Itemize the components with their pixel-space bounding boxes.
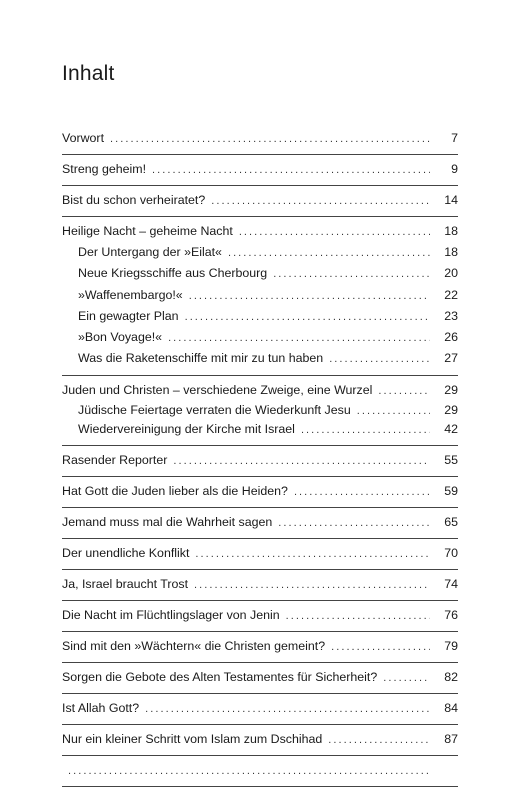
toc-entry-label: Nur ein kleiner Schritt vom Islam zum Dschihad	[62, 732, 323, 747]
toc-entry-page: 29	[444, 402, 458, 417]
leader-dots	[168, 327, 430, 349]
toc-entry-page: 84	[444, 701, 458, 716]
toc-subentry	[62, 242, 458, 263]
toc-group	[62, 694, 458, 725]
toc-entry	[62, 728, 458, 750]
toc-entry-label: Vorwort	[62, 131, 105, 145]
toc-entry-page: 9	[451, 162, 458, 176]
toc-entry-label: Bist du schon verheiratet?	[62, 193, 206, 207]
table-of-contents	[62, 124, 458, 787]
toc-group	[62, 632, 458, 663]
toc-subentry	[62, 348, 458, 369]
leader-dots	[329, 348, 430, 370]
toc-group	[62, 124, 458, 155]
toc-entry	[62, 759, 458, 781]
toc-entry-page: 59	[444, 484, 458, 499]
toc-entry-page: 18	[444, 224, 458, 238]
toc-group	[62, 217, 458, 376]
toc-entry-page: 42	[444, 421, 458, 436]
toc-entry-page: 82	[444, 670, 458, 685]
toc-entry-label: »Waffenembargo!«	[78, 287, 183, 302]
toc-entry	[62, 604, 458, 626]
toc-subentry	[62, 419, 458, 440]
toc-group	[62, 186, 458, 217]
toc-entry-page: 27	[444, 351, 458, 366]
toc-group	[62, 155, 458, 186]
toc-entry	[62, 666, 458, 688]
toc-entry-label: Wiedervereinigung der Kirche mit Israel	[78, 421, 295, 436]
leader-dots	[286, 604, 430, 627]
leader-dots	[357, 401, 430, 420]
toc-entry-page: 79	[444, 639, 458, 654]
toc-entry-label: Streng geheim!	[62, 162, 147, 176]
toc-entry-label: Heilige Nacht – geheime Nacht	[62, 224, 233, 238]
leader-dots	[145, 697, 430, 720]
leader-dots	[278, 511, 430, 534]
toc-entry	[62, 573, 458, 595]
toc-subentry	[62, 285, 458, 306]
leader-dots	[328, 728, 430, 751]
toc-entry	[62, 158, 458, 180]
toc-entry-page: 55	[444, 453, 458, 468]
toc-entry-page: 65	[444, 515, 458, 530]
toc-group	[62, 477, 458, 508]
toc-entry-page: 14	[444, 193, 458, 207]
toc-entry-page: 76	[444, 608, 458, 623]
toc-entry-label: Ja, Israel braucht Trost	[62, 577, 189, 592]
toc-group	[62, 725, 458, 756]
toc-entry-page: 18	[444, 245, 458, 259]
toc-entry	[62, 480, 458, 502]
toc-entry-label: Neue Kriegsschiffe aus Cherbourg	[78, 266, 268, 281]
leader-dots	[378, 379, 430, 402]
toc-subentry	[62, 401, 458, 419]
toc-entry	[62, 127, 458, 149]
toc-entry-label: Der Untergang der »Eilat«	[78, 245, 222, 259]
toc-group	[62, 756, 458, 787]
toc-entry	[62, 511, 458, 533]
leader-dots	[195, 542, 430, 565]
leader-dots	[301, 419, 430, 441]
toc-entry-page: 22	[444, 287, 458, 302]
leader-dots	[211, 189, 430, 212]
toc-entry-page: 23	[444, 308, 458, 323]
toc-entry-page: 87	[444, 732, 458, 747]
toc-entry	[62, 542, 458, 564]
toc-group	[62, 446, 458, 477]
toc-entry-label: Juden und Christen – verschiedene Zweige, eine Wurzel	[62, 382, 373, 397]
toc-entry-label: Die Nacht im Flüchtlingslager von Jenin	[62, 608, 280, 623]
toc-entry-label: Ist Allah Gott?	[62, 701, 140, 716]
toc-entry-label: Hat Gott die Juden lieber als die Heiden?	[62, 484, 288, 499]
toc-entry-label: Ein gewagter Plan	[78, 308, 179, 323]
leader-dots	[110, 127, 430, 150]
leader-dots	[173, 449, 430, 472]
toc-entry-label: Jüdische Feiertage verraten die Wiederkunft Jesu	[78, 402, 351, 417]
leader-dots	[152, 158, 430, 181]
leader-dots	[185, 306, 430, 328]
toc-group	[62, 508, 458, 539]
toc-entry-page: 26	[444, 330, 458, 345]
toc-group	[62, 539, 458, 570]
toc-entry	[62, 379, 458, 401]
toc-subentry	[62, 327, 458, 348]
leader-dots	[189, 285, 430, 307]
toc-entry-label: Jemand muss mal die Wahrheit sagen	[62, 515, 273, 530]
toc-entry	[62, 449, 458, 471]
toc-entry	[62, 697, 458, 719]
leader-dots	[331, 635, 430, 658]
toc-entry-label: Sorgen die Gebote des Alten Testamentes für Sicherheit?	[62, 670, 378, 685]
toc-entry-label: Was die Raketenschiffe mit mir zu tun haben	[78, 351, 324, 366]
leader-dots	[68, 759, 430, 782]
leader-dots	[294, 480, 430, 503]
page-title: Inhalt	[62, 62, 115, 85]
toc-group	[62, 601, 458, 632]
toc-entry-page: 74	[444, 577, 458, 592]
toc-group	[62, 663, 458, 694]
toc-subentry	[62, 306, 458, 327]
toc-entry-label: Sind mit den »Wächtern« die Christen gemeint?	[62, 639, 326, 654]
leader-dots	[383, 666, 430, 689]
toc-entry	[62, 635, 458, 657]
toc-group	[62, 570, 458, 601]
toc-entry-label: Rasender Reporter	[62, 453, 168, 468]
toc-group	[62, 376, 458, 446]
leader-dots	[194, 573, 430, 596]
toc-entry-label: Der unendliche Konflikt	[62, 546, 190, 561]
toc-entry	[62, 220, 458, 242]
toc-entry-page: 20	[444, 266, 458, 281]
toc-entry-label: »Bon Voyage!«	[78, 330, 163, 345]
leader-dots	[228, 242, 430, 264]
leader-dots	[239, 220, 430, 243]
toc-entry-page: 29	[444, 382, 458, 397]
toc-entry	[62, 189, 458, 211]
toc-subentry	[62, 263, 458, 284]
toc-entry-page: 70	[444, 546, 458, 561]
toc-entry-page: 7	[451, 131, 458, 145]
leader-dots	[273, 263, 430, 285]
